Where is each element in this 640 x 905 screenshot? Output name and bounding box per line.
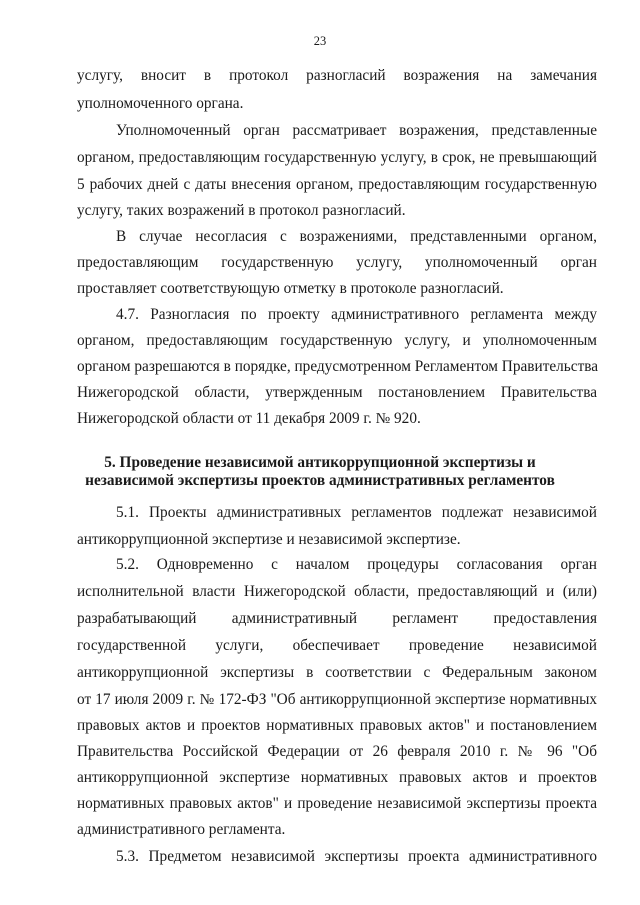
text-line: 5.3. Предметом независимой экспертизы проекта административного bbox=[116, 848, 597, 865]
text-line: антикоррупционной экспертизе нормативных правовых актов и проектов bbox=[77, 769, 597, 786]
text-line: 5.1. Проекты административных регламентов подлежат независимой bbox=[116, 504, 597, 521]
text-line: от 17 июля 2009 г. № 172-ФЗ "Об антикоррупционной экспертизе нормативных bbox=[77, 691, 597, 708]
text-line: 4.7. Разногласия по проекту административного регламента между bbox=[116, 306, 597, 323]
text-line: Правительства Российской Федерации от 26 февраля 2010 г. № 96 "Об bbox=[77, 743, 597, 760]
text-line: 5 рабочих дней с даты внесения органом, предоставляющим государственную bbox=[77, 176, 597, 193]
section-heading: 5. Проведение независимой антикоррупционной экспертизы и bbox=[104, 454, 536, 471]
text-line: Нижегородской области от 11 декабря 2009 г. № 920. bbox=[77, 410, 421, 427]
text-line: уполномоченного органа. bbox=[77, 95, 244, 112]
text-line: органом, предоставляющим государственную услугу, в срок, не превышающий bbox=[77, 149, 597, 166]
text-line: нормативных правовых актов" и проведение независимой экспертизы проекта bbox=[77, 795, 597, 812]
text-line: 5.2. Одновременно с началом процедуры согласования орган bbox=[116, 556, 597, 573]
text-line: Уполномоченный орган рассматривает возражения, представленные bbox=[116, 122, 597, 139]
text-line: административного регламента. bbox=[77, 821, 286, 838]
text-line: правовых актов и проектов нормативных правовых актов" и постановлением bbox=[77, 717, 597, 734]
page-number: 23 bbox=[313, 34, 327, 48]
text-line: услугу, таких возражений в протокол разногласий. bbox=[77, 202, 406, 219]
text-line: исполнительной власти Нижегородской области, предоставляющий и (или) bbox=[77, 583, 597, 600]
text-line: проставляет соответствующую отметку в протоколе разногласий. bbox=[77, 280, 504, 297]
text-line: антикоррупционной экспертизы в соответствии с Федеральным законом bbox=[77, 664, 597, 681]
text-line: органом, предоставляющим государственную услугу, и уполномоченным bbox=[77, 332, 597, 349]
section-heading: независимой экспертизы проектов административных регламентов bbox=[85, 472, 555, 489]
text-line: Нижегородской области, утвержденным постановлением Правительства bbox=[77, 384, 597, 401]
text-line: В случае несогласия с возражениями, представленными органом, bbox=[116, 228, 597, 245]
text-line: разрабатывающий административный регламент предоставления bbox=[77, 610, 597, 627]
text-line: предоставляющим государственную услугу, уполномоченный орган bbox=[77, 254, 597, 271]
text-line: органом разрешаются в порядке, предусмотренном Регламентом Правительства bbox=[77, 358, 599, 375]
text-line: государственной услуги, обеспечивает проведение независимой bbox=[77, 637, 597, 654]
text-line: антикоррупционной экспертизе и независимой экспертизе. bbox=[77, 531, 461, 548]
text-line: услугу, вносит в протокол разногласий возражения на замечания bbox=[77, 67, 597, 84]
